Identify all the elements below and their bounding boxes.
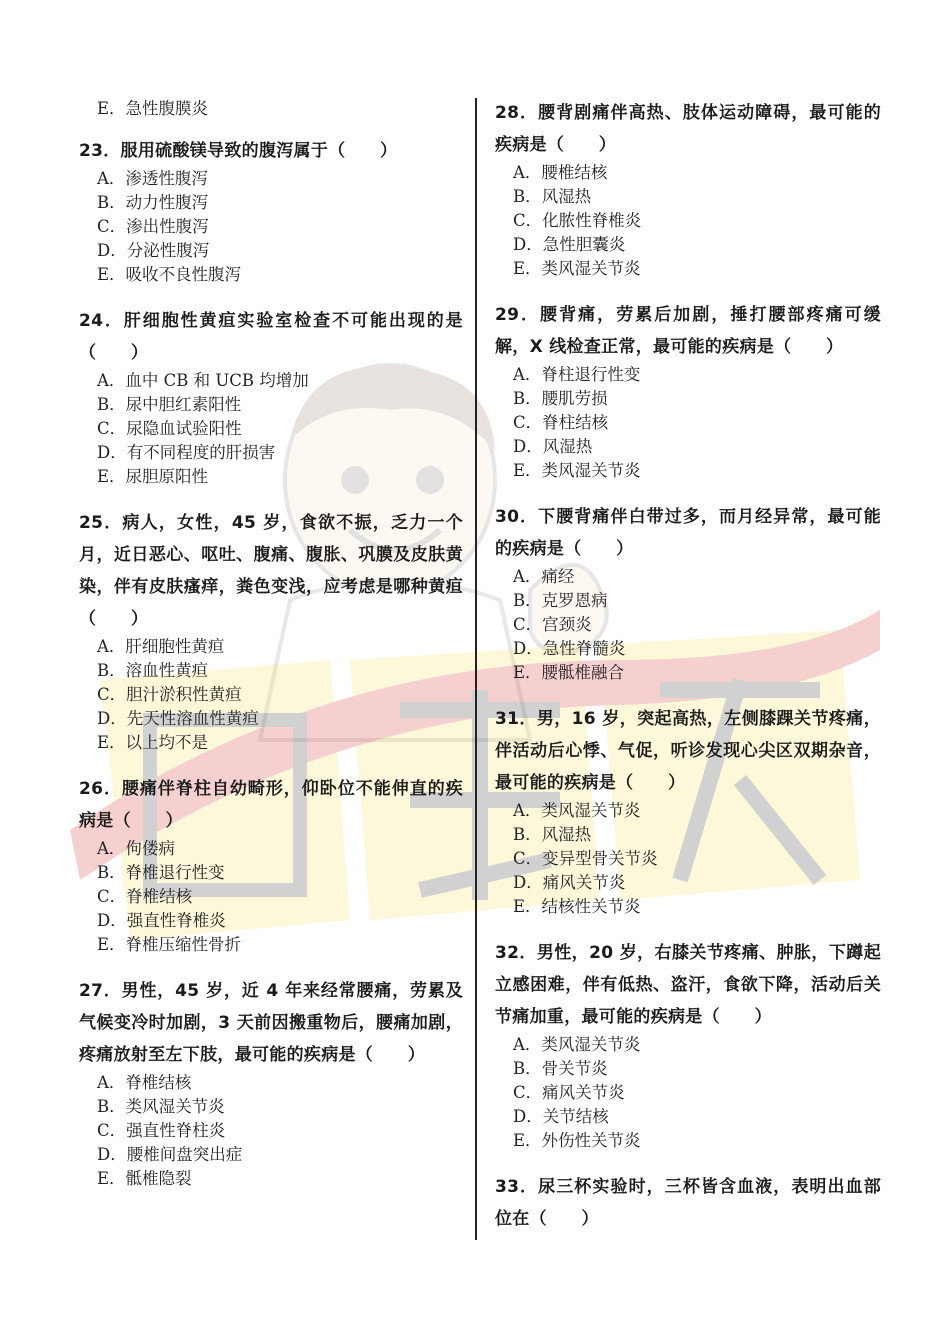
option-b: B．腰肌劳损 <box>513 389 608 408</box>
question-stem: 24．肝细胞性黄疸实验室检查不可能出现的是（ ） <box>79 311 463 363</box>
option-b: B．骨关节炎 <box>513 1059 608 1078</box>
question-26 <box>79 773 463 957</box>
option-c: C．宫颈炎 <box>513 615 592 634</box>
question-stem: 31．男，16 岁，突起高热，左侧膝踝关节疼痛，伴活动后心悸、气促，听诊发现心尖区双期杂音，最可能的疾病是（ ） <box>495 709 881 793</box>
question-stem: 29．腰背痛，劳累后加剧，捶打腰部疼痛可缓解，X 线检查正常，最可能的疾病是（ ） <box>495 305 881 357</box>
option-d: D．有不同程度的肝损害 <box>97 443 276 462</box>
option-b: B．溶血性黄疸 <box>97 661 209 680</box>
option-a: A．肝细胞性黄疸 <box>97 637 225 656</box>
option-list <box>513 363 881 483</box>
option-e: E．腰骶椎融合 <box>513 663 625 682</box>
question-29 <box>495 299 881 483</box>
option-e: E．外伤性关节炎 <box>513 1131 641 1150</box>
option-list <box>97 167 463 287</box>
column-divider <box>475 98 477 1240</box>
option-list <box>513 799 881 919</box>
option-d: D．痛风关节炎 <box>513 873 626 892</box>
option-b: B．尿中胆红素阳性 <box>97 395 242 414</box>
option-c: C．强直性脊柱炎 <box>97 1121 226 1140</box>
option-e: E．骶椎隐裂 <box>97 1169 192 1188</box>
left-column <box>79 97 463 1209</box>
option-list <box>97 1071 463 1191</box>
option-c: C．脊椎结核 <box>97 887 193 906</box>
question-23 <box>79 135 463 287</box>
question-27 <box>79 975 463 1191</box>
option-c: C．胆汁淤积性黄疸 <box>97 685 242 704</box>
option-a: A．脊椎结核 <box>97 1073 192 1092</box>
option-list <box>97 97 463 121</box>
option-b: B．克罗恩病 <box>513 591 608 610</box>
question-stem: 25．病人，女性，45 岁，食欲不振，乏力一个月，近日恶心、呕吐、腹痛、腹胀、巩膜及皮肤黄染，伴有皮肤瘙痒，粪色变浅，应考虑是哪种黄疸（ ） <box>79 513 463 629</box>
question-stem: 33．尿三杯实验时，三杯皆含血液，表明出血部位在（ ） <box>495 1177 881 1229</box>
question-30 <box>495 501 881 685</box>
option-c: C．痛风关节炎 <box>513 1083 625 1102</box>
option-e: E．尿胆原阳性 <box>97 467 209 486</box>
option-a: A．类风湿关节炎 <box>513 1035 641 1054</box>
carryover-block <box>79 97 463 121</box>
option-a: A．脊柱退行性变 <box>513 365 641 384</box>
option-e: E．结核性关节炎 <box>513 897 641 916</box>
question-28 <box>495 97 881 281</box>
option-a: A．佝偻病 <box>97 839 175 858</box>
option-e: E．类风湿关节炎 <box>513 461 641 480</box>
option-list <box>97 837 463 957</box>
question-31 <box>495 703 881 919</box>
option-b: B．动力性腹泻 <box>97 193 209 212</box>
option-d: D．强直性脊椎炎 <box>97 911 226 930</box>
option-d: D．急性脊髓炎 <box>513 639 626 658</box>
option-c: C．脊柱结核 <box>513 413 609 432</box>
option-a: A．痛经 <box>513 567 575 586</box>
question-33 <box>495 1171 881 1235</box>
option-d: D．关节结核 <box>513 1107 609 1126</box>
question-stem: 23．服用硫酸镁导致的腹泻属于（ ） <box>79 141 398 161</box>
question-25 <box>79 507 463 755</box>
option-a: A．腰椎结核 <box>513 163 608 182</box>
option-list <box>513 161 881 281</box>
option-d: D．腰椎间盘突出症 <box>97 1145 243 1164</box>
question-stem: 32．男性，20 岁，右膝关节疼痛、肿胀，下蹲起立感困难，伴有低热、盗汗，食欲下降，活动后关节痛加重，最可能的疾病是（ ） <box>495 943 881 1027</box>
question-32 <box>495 937 881 1153</box>
option-d: D．先天性溶血性黄疸 <box>97 709 259 728</box>
option-b: B．类风湿关节炎 <box>97 1097 225 1116</box>
option-e: E．吸收不良性腹泻 <box>97 265 242 284</box>
question-stem: 30．下腰背痛伴白带过多，而月经异常，最可能的疾病是（ ） <box>495 507 881 559</box>
question-stem: 27．男性，45 岁，近 4 年来经常腰痛，劳累及气候变冷时加剧，3 天前因搬重物后，腰痛加剧，疼痛放射至左下肢，最可能的疾病是（ ） <box>79 981 463 1065</box>
option-b: B．脊椎退行性变 <box>97 863 225 882</box>
option-c: C．尿隐血试验阳性 <box>97 419 242 438</box>
option-list <box>513 1033 881 1153</box>
question-stem: 26．腰痛伴脊柱自幼畸形，仰卧位不能伸直的疾病是（ ） <box>79 779 463 831</box>
option-list <box>97 635 463 755</box>
option-e: E．类风湿关节炎 <box>513 259 641 278</box>
option-d: D．分泌性腹泻 <box>97 241 210 260</box>
option-b: B．风湿热 <box>513 187 592 206</box>
option-e: E．以上均不是 <box>97 733 209 752</box>
option-d: D．风湿热 <box>513 437 593 456</box>
option-e: E．脊椎压缩性骨折 <box>97 935 242 954</box>
right-column <box>495 97 881 1253</box>
option-d: D．急性胆囊炎 <box>513 235 626 254</box>
option-a: A．血中 CB 和 UCB 均增加 <box>97 371 309 390</box>
option-a: A．类风湿关节炎 <box>513 801 641 820</box>
option-b: B．风湿热 <box>513 825 592 844</box>
question-24 <box>79 305 463 489</box>
option-c: C．化脓性脊椎炎 <box>513 211 642 230</box>
option-a: A．渗透性腹泻 <box>97 169 208 188</box>
option-list <box>97 369 463 489</box>
question-stem: 28．腰背剧痛伴高热、肢体运动障碍，最可能的疾病是（ ） <box>495 103 881 155</box>
option-c: C．渗出性腹泻 <box>97 217 209 236</box>
option-c: C．变异型骨关节炎 <box>513 849 658 868</box>
option: E．急性腹膜炎 <box>97 99 209 118</box>
option-list <box>513 565 881 685</box>
